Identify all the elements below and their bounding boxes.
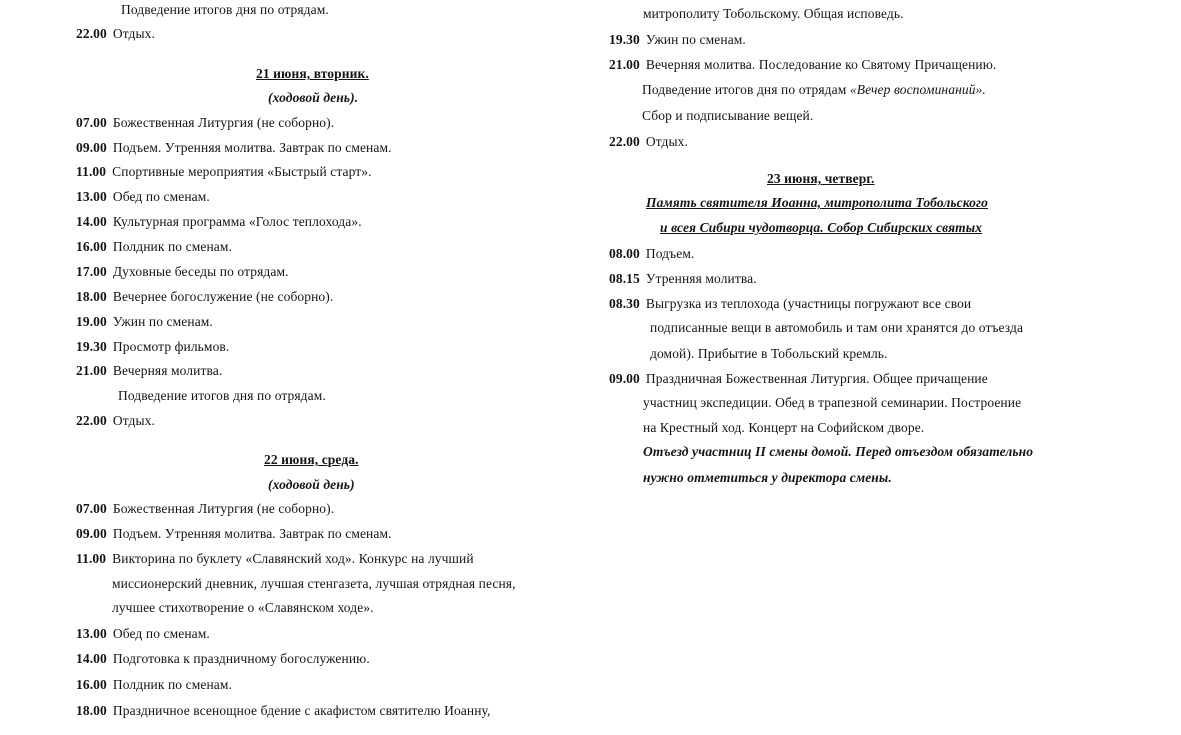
- schedule-line: 08.00 Подъем.: [609, 246, 695, 261]
- schedule-line: 16.00 Полдник по сменам.: [76, 239, 232, 254]
- schedule-line: 21.00 Вечерняя молитва.: [76, 363, 223, 378]
- time-label: 11.00: [76, 164, 107, 179]
- schedule-line: 18.00 Праздничное всенощное бдение с акафистом святителю Иоанну,: [76, 703, 491, 718]
- time-label: 07.00: [76, 501, 107, 516]
- time-label: 08.00: [609, 246, 640, 261]
- time-label: 19.00: [76, 314, 107, 329]
- time-label: 16.00: [76, 239, 107, 254]
- time-label: 09.00: [609, 371, 640, 386]
- schedule-line: Подведение итогов дня по отрядам «Вечер воспоминаний».: [642, 82, 986, 97]
- schedule-line: 17.00 Духовные беседы по отрядам.: [76, 264, 289, 279]
- schedule-line: 11.00 Спортивные мероприятия «Быстрый старт».: [76, 164, 372, 179]
- schedule-line: 16.00 Полдник по сменам.: [76, 677, 232, 692]
- time-label: 11.00: [76, 551, 107, 566]
- time-label: 08.30: [609, 296, 640, 311]
- time-label: 09.00: [76, 526, 107, 541]
- schedule-line: 14.00 Культурная программа «Голос теплохода».: [76, 214, 362, 229]
- day-subheading: (ходовой день).: [268, 90, 359, 105]
- schedule-line: Подведение итогов дня по отрядам.: [121, 2, 329, 17]
- schedule-line: 19.00 Ужин по сменам.: [76, 314, 213, 329]
- time-label: 14.00: [76, 651, 107, 666]
- schedule-line: 09.00 Подъем. Утренняя молитва. Завтрак по сменам.: [76, 526, 392, 541]
- day-heading: 23 июня, четверг.: [767, 171, 875, 186]
- closing-note: Отъезд участниц II смены домой. Перед отъездом обязательно: [643, 444, 1034, 459]
- schedule-line: Подведение итогов дня по отрядам.: [118, 388, 326, 403]
- schedule-line: 19.30 Ужин по сменам.: [609, 32, 746, 47]
- time-label: 08.15: [609, 271, 640, 286]
- schedule-line: 11.00 Викторина по буклету «Славянский ход». Конкурс на лучший: [76, 551, 474, 566]
- time-label: 22.00: [609, 134, 640, 149]
- schedule-line: 18.00 Вечернее богослужение (не соборно).: [76, 289, 334, 304]
- schedule-line: 21.00 Вечерняя молитва. Последование ко Святому Причащению.: [609, 57, 997, 72]
- schedule-line: 07.00 Божественная Литургия (не соборно).: [76, 501, 335, 516]
- time-label: 21.00: [76, 363, 107, 378]
- day-subheading: и всея Сибири чудотворца. Собор Сибирских святых: [660, 220, 983, 235]
- time-label: 19.30: [76, 339, 107, 354]
- time-label: 09.00: [76, 140, 107, 155]
- time-label: 22.00: [76, 26, 107, 41]
- time-label: 13.00: [76, 189, 107, 204]
- schedule-line: 08.30 Выгрузка из теплохода (участницы погружают все свои: [609, 296, 972, 311]
- time-label: 07.00: [76, 115, 107, 130]
- schedule-line: подписанные вещи в автомобиль и там они хранятся до отъезда: [650, 320, 1024, 335]
- schedule-line: 09.00 Подъем. Утренняя молитва. Завтрак по сменам.: [76, 140, 392, 155]
- schedule-line: 07.00 Божественная Литургия (не соборно).: [76, 115, 335, 130]
- time-label: 14.00: [76, 214, 107, 229]
- time-label: 21.00: [609, 57, 640, 72]
- closing-note: нужно отметиться у директора смены.: [643, 470, 892, 485]
- time-label: 13.00: [76, 626, 107, 641]
- schedule-line: на Крестный ход. Концерт на Софийском дворе.: [643, 420, 925, 435]
- schedule-line: 13.00 Обед по сменам.: [76, 189, 210, 204]
- schedule-line: лучшее стихотворение о «Славянском ходе».: [112, 600, 374, 615]
- schedule-line: участниц экспедиции. Обед в трапезной семинарии. Построение: [643, 395, 1022, 410]
- time-label: 17.00: [76, 264, 107, 279]
- day-heading: 22 июня, среда.: [264, 452, 359, 467]
- schedule-line: домой). Прибытие в Тобольский кремль.: [650, 346, 888, 361]
- schedule-line: 22.00 Отдых.: [76, 413, 156, 428]
- schedule-line: митрополиту Тобольскому. Общая исповедь.: [643, 6, 904, 21]
- schedule-line: миссионерский дневник, лучшая стенгазета, лучшая отрядная песня,: [112, 576, 516, 591]
- schedule-line: 08.15 Утренняя молитва.: [609, 271, 757, 286]
- schedule-line: 19.30 Просмотр фильмов.: [76, 339, 230, 354]
- schedule-line: Сбор и подписывание вещей.: [642, 108, 814, 123]
- time-label: 18.00: [76, 289, 107, 304]
- time-label: 22.00: [76, 413, 107, 428]
- day-subheading: Память святителя Иоанна, митрополита Тобольского: [646, 195, 988, 210]
- time-label: 19.30: [609, 32, 640, 47]
- schedule-line: 22.00 Отдых.: [609, 134, 689, 149]
- schedule-line: 22.00 Отдых.: [76, 26, 156, 41]
- day-heading: 21 июня, вторник.: [256, 66, 369, 81]
- time-label: 18.00: [76, 703, 107, 718]
- schedule-line: 13.00 Обед по сменам.: [76, 626, 210, 641]
- schedule-line: 09.00 Праздничная Божественная Литургия. Общее причащение: [609, 371, 988, 386]
- time-label: 16.00: [76, 677, 107, 692]
- schedule-line: 14.00 Подготовка к праздничному богослужению.: [76, 651, 370, 666]
- day-subheading: (ходовой день): [268, 477, 355, 492]
